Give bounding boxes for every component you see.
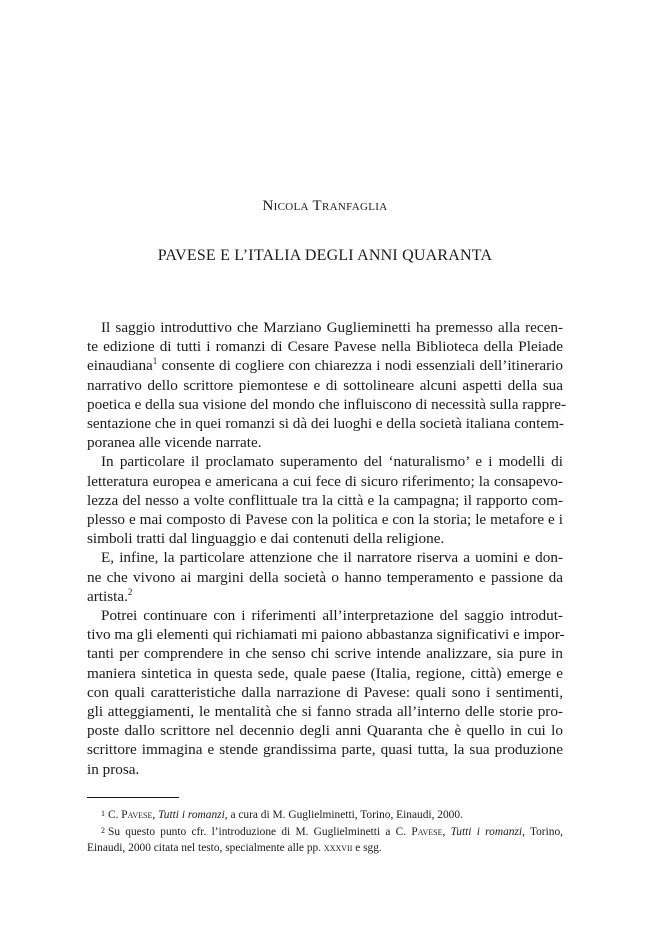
footnote-text: Su questo punto cfr. l’introduzione di M. Guglielminetti a C. bbox=[108, 826, 412, 839]
footnote-work: Tutti i romanzi bbox=[450, 826, 523, 839]
text-line: tanti per comprendere in che senso chi scrive intende analizzare, sia pure in bbox=[87, 645, 563, 663]
body-text bbox=[87, 318, 567, 779]
paragraph-4 bbox=[87, 606, 563, 779]
footnote-2-continued bbox=[87, 841, 563, 856]
footnote-pages: xxxvii bbox=[323, 841, 353, 854]
text-line: Potrei continuare con i riferimenti all’interpretazione del saggio introdut- bbox=[101, 607, 563, 625]
footnotes bbox=[87, 806, 563, 856]
paragraph-2 bbox=[87, 452, 563, 548]
text-line: poste dallo scrittore nel decennio degli anni Quaranta che è quello in cui lo bbox=[87, 722, 563, 740]
text-fragment: consente di cogliere con chiarezza i nodi essenziali dell’itinerario bbox=[157, 357, 563, 375]
text-line: letteratura europea e americana a cui fece di sicuro riferimento; la consapevo- bbox=[87, 472, 563, 490]
text-line: scrittore immagina e stende grandissima parte, quasi tutta, la sua produzione bbox=[87, 741, 563, 759]
text-line: tivo ma gli elementi qui richiamati mi paiono abbastanza significativi e impor- bbox=[87, 626, 565, 644]
footnote-number: 1 bbox=[101, 809, 105, 818]
text-line: ne che vivono ai margini della società o hanno temperamento e passione da bbox=[87, 568, 563, 586]
text-line: In particolare il proclamato superamento del ‘naturalismo’ e i modelli di bbox=[101, 453, 563, 471]
footnote-work: Tutti i romanzi bbox=[158, 809, 225, 821]
footnote-author: Pavese bbox=[411, 826, 443, 839]
text-line: sentazione che in quei romanzi si dà dei luoghi e della società italiana contem- bbox=[87, 415, 564, 433]
text-line: poetica e della sua visione del mondo che influiscono di necessità sulla rappre- bbox=[87, 395, 567, 413]
text-fragment: einaudiana bbox=[87, 357, 153, 375]
text-line: poranea alle vicende narrate. bbox=[87, 434, 262, 452]
footnote-1: 1 C. Pavese, Tutti i romanzi, a cura di M. Guglielminetti, Torino, Einaudi, 2000. bbox=[101, 809, 463, 821]
footnote-author: C. Pavese bbox=[108, 809, 153, 821]
text-line: Il saggio introduttivo che Marziano Guglieminetti ha premesso alla recen- bbox=[101, 319, 563, 336]
text-line: simboli tratti dal linguaggio e dai contenuti della religione. bbox=[87, 530, 445, 548]
text-line: maniera sintetica in questa sede, quale paese (Italia, regione, città) emerge e bbox=[87, 664, 563, 682]
paragraph-3 bbox=[87, 548, 563, 606]
text-line bbox=[87, 356, 563, 375]
text-line: E, infine, la particolare attenzione che il narratore riserva a uomini e don- bbox=[101, 549, 563, 567]
text-line: lezza del nesso a volte conflittuale tra la città e la campagna; il rapporto com- bbox=[87, 491, 563, 509]
footnote-number: 2 bbox=[101, 826, 105, 836]
text-line: gli atteggiamenti, le mentalità che si fanno strada all’interno delle storie pro- bbox=[87, 703, 563, 721]
footnote-separator: , bbox=[442, 826, 451, 839]
footnote-text: Einaudi, 2000 citata nel testo, specialmente alle pp. bbox=[87, 841, 324, 854]
text-line: con quali caratteristiche dalla narrazione di Pavese: quali sono i sentimenti, bbox=[87, 683, 563, 701]
footnote-text: , a cura di M. Guglielminetti, Torino, Einaudi, 2000. bbox=[224, 809, 463, 821]
text-line: narrativo dello scrittore piemontese e di sottolineare alcuni aspetti della sua bbox=[87, 376, 563, 394]
footnote-text: , Torino, bbox=[522, 826, 564, 839]
text-line: plesso e mai composto di Pavese con la politica e con la storia; le metafore e i bbox=[87, 511, 563, 529]
text-fragment: artista. bbox=[87, 587, 128, 605]
article-title: PAVESE E L’ITALIA DEGLI ANNI QUARANTA bbox=[157, 247, 493, 264]
text-line: in prosa. bbox=[87, 760, 140, 778]
paragraph-1 bbox=[87, 318, 567, 452]
text-line: te edizione di tutti i romanzi di Cesare Pavese nella Biblioteca della Pleiade bbox=[87, 338, 563, 356]
footnote-divider bbox=[87, 797, 179, 798]
footnote-2 bbox=[87, 823, 563, 840]
text-line bbox=[87, 587, 563, 606]
footnote-text: e sgg. bbox=[352, 841, 382, 854]
author-name: Nicola Tranfaglia bbox=[262, 198, 388, 214]
footnote-ref-2: 2 bbox=[127, 586, 133, 597]
footnote-ref-1: 1 bbox=[152, 356, 158, 367]
